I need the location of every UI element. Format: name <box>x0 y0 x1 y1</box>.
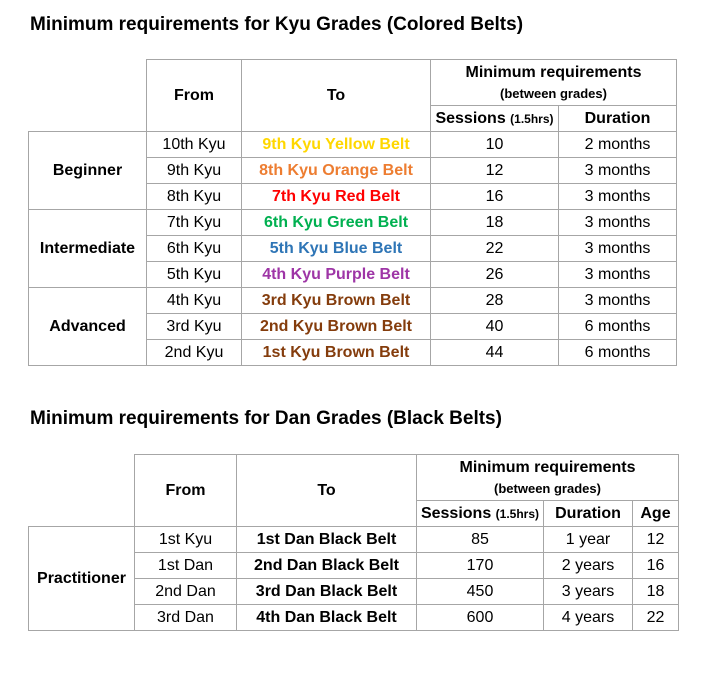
duration-value: 2 months <box>559 132 677 158</box>
duration-value: 3 months <box>559 184 677 210</box>
table-row <box>29 210 677 236</box>
duration-value: 3 months <box>559 288 677 314</box>
to-belt: 4th Kyu Purple Belt <box>242 262 431 288</box>
to-belt: 7th Kyu Red Belt <box>242 184 431 210</box>
from-grade: 10th Kyu <box>147 132 242 158</box>
dan-table-title: Minimum requirements for Dan Grades (Black Belts) <box>30 408 502 429</box>
to-belt: 8th Kyu Orange Belt <box>242 158 431 184</box>
sessions-value: 26 <box>431 262 559 288</box>
group-label: Practitioner <box>29 527 135 631</box>
duration-value: 1 year <box>544 527 633 553</box>
from-grade: 7th Kyu <box>147 210 242 236</box>
header-min-requirements-label: Minimum requirements <box>465 63 642 81</box>
from-grade: 2nd Dan <box>135 579 237 605</box>
to-belt: 6th Kyu Green Belt <box>242 210 431 236</box>
from-grade: 1st Dan <box>135 553 237 579</box>
header-min-requirements-sub: (between grades) <box>500 85 607 101</box>
header-min-requirements-label: Minimum requirements <box>459 458 636 476</box>
from-grade: 9th Kyu <box>147 158 242 184</box>
header-sessions <box>431 106 559 132</box>
table-row <box>29 288 677 314</box>
to-belt: 9th Kyu Yellow Belt <box>242 132 431 158</box>
kyu-requirements-table <box>28 59 677 366</box>
from-grade: 8th Kyu <box>147 184 242 210</box>
to-belt: 3rd Kyu Brown Belt <box>242 288 431 314</box>
age-value: 16 <box>633 553 679 579</box>
header-duration: Duration <box>559 106 677 132</box>
age-value: 12 <box>633 527 679 553</box>
kyu-table-body <box>29 132 677 366</box>
header-to: To <box>237 455 417 527</box>
to-belt: 3rd Dan Black Belt <box>237 579 417 605</box>
header-from: From <box>147 60 242 132</box>
table-row <box>29 527 679 553</box>
to-belt: 1st Kyu Brown Belt <box>242 340 431 366</box>
blank-corner-cell <box>29 60 147 132</box>
from-grade: 5th Kyu <box>147 262 242 288</box>
header-to: To <box>242 60 431 132</box>
header-sessions-label: Sessions <box>420 504 492 522</box>
duration-value: 6 months <box>559 314 677 340</box>
header-from: From <box>135 455 237 527</box>
sessions-value: 40 <box>431 314 559 340</box>
sessions-value: 85 <box>417 527 544 553</box>
sessions-value: 12 <box>431 158 559 184</box>
duration-value: 3 months <box>559 210 677 236</box>
table-row <box>29 132 677 158</box>
group-label: Advanced <box>29 288 147 366</box>
blank-corner-cell <box>29 455 135 527</box>
sessions-value: 18 <box>431 210 559 236</box>
to-belt: 5th Kyu Blue Belt <box>242 236 431 262</box>
sessions-value: 10 <box>431 132 559 158</box>
duration-value: 3 months <box>559 262 677 288</box>
to-belt: 2nd Dan Black Belt <box>237 553 417 579</box>
sessions-value: 170 <box>417 553 544 579</box>
sessions-value: 450 <box>417 579 544 605</box>
sessions-value: 22 <box>431 236 559 262</box>
duration-value: 4 years <box>544 605 633 631</box>
group-label: Beginner <box>29 132 147 210</box>
header-age: Age <box>633 501 679 527</box>
sessions-value: 16 <box>431 184 559 210</box>
group-label: Intermediate <box>29 210 147 288</box>
header-min-requirements-sub: (between grades) <box>494 480 601 496</box>
duration-value: 3 years <box>544 579 633 605</box>
from-grade: 3rd Dan <box>135 605 237 631</box>
dan-requirements-table <box>28 454 679 631</box>
from-grade: 6th Kyu <box>147 236 242 262</box>
from-grade: 3rd Kyu <box>147 314 242 340</box>
duration-value: 6 months <box>559 340 677 366</box>
duration-value: 2 years <box>544 553 633 579</box>
from-grade: 4th Kyu <box>147 288 242 314</box>
sessions-value: 600 <box>417 605 544 631</box>
kyu-table-title: Minimum requirements for Kyu Grades (Colored Belts) <box>30 14 524 35</box>
to-belt: 2nd Kyu Brown Belt <box>242 314 431 340</box>
header-sessions-unit: (1.5hrs) <box>495 506 540 521</box>
age-value: 22 <box>633 605 679 631</box>
to-belt: 1st Dan Black Belt <box>237 527 417 553</box>
duration-value: 3 months <box>559 158 677 184</box>
dan-table-body <box>29 527 679 631</box>
sessions-value: 28 <box>431 288 559 314</box>
sessions-value: 44 <box>431 340 559 366</box>
header-sessions <box>417 501 544 527</box>
header-min-requirements <box>431 60 677 106</box>
from-grade: 1st Kyu <box>135 527 237 553</box>
duration-value: 3 months <box>559 236 677 262</box>
from-grade: 2nd Kyu <box>147 340 242 366</box>
header-sessions-label: Sessions <box>435 109 506 127</box>
header-min-requirements <box>417 455 679 501</box>
to-belt: 4th Dan Black Belt <box>237 605 417 631</box>
age-value: 18 <box>633 579 679 605</box>
header-sessions-unit: (1.5hrs) <box>510 111 554 126</box>
header-duration: Duration <box>544 501 633 527</box>
